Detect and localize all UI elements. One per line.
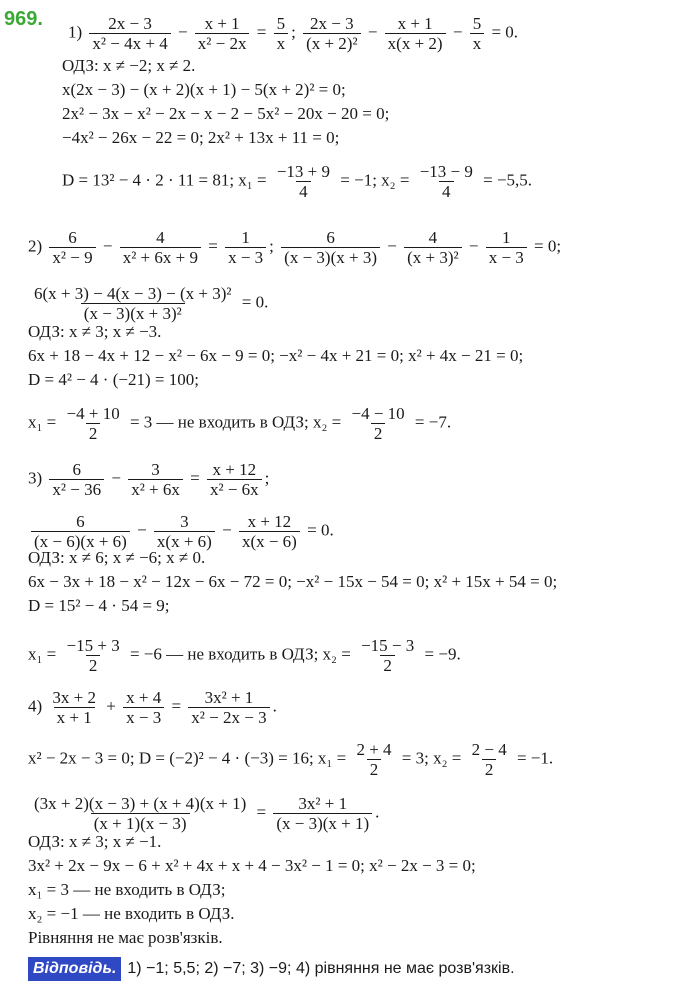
fraction: $\frac{3}{x(x + 6)}$ — [154, 512, 215, 551]
p3-roots: x₁ = $\frac{-15 + 3}{2}$ = −6 — не входить в ОДЗ; x₂ = $\frac{-15 - 3}{2}$ = −9. — [28, 636, 461, 675]
p2-step: 6x + 18 − 4x + 12 − x² − 6x − 9 = 0; −x² − 4x + 21 = 0; x² + 4x − 21 = 0; — [28, 346, 524, 365]
p3-equation: 3) $\frac{6}{\text{x² − 36}}$ − $\frac{3}{\text{x² + 6x}}$ = $\frac{x + 12}{\text{x² − 6x}}$ ; — [28, 460, 270, 499]
p4-step: 3x² + 2x − 9x − 6 + x² + 4x + x + 4 − 3x² − 1 = 0; x² − 2x − 3 = 0; — [28, 856, 476, 875]
fraction: $\frac{3}{\text{x² + 6x}}$ — [128, 460, 183, 499]
p4-denominator-roots: x² − 2x − 3 = 0; D = (−2)² − 4 · (−3) = 16; x₁ = $\frac{2 + 4}{2}$ = 3; x₂ = $\frac{2 - 4}{2}$ = −1. — [28, 740, 554, 779]
fraction: $\frac{6}{(x - 3)(x + 3)}$ — [281, 228, 380, 267]
fraction: $\frac{x + 1}{\text{x² − 2x}}$ — [195, 14, 250, 53]
fraction: $\frac{-4 + 10}{2}$ — [66, 404, 120, 443]
answer-line — [28, 956, 515, 980]
answer-label: Відповідь. — [28, 957, 121, 981]
p4-step: x₁ = 3 — не входить в ОДЗ; — [28, 880, 226, 899]
p3-step: D = 15² − 4 · 54 = 9; — [28, 596, 170, 615]
fraction: $\frac{4}{\text{x² + 6x + 9}}$ — [120, 228, 201, 267]
fraction: $\frac{2x - 3}{\text{(x + 2)²}}$ — [303, 14, 361, 53]
fraction: $\frac{-15 + 3}{2}$ — [66, 636, 120, 675]
p2-equation: 2) $\frac{6}{\text{x² − 9}}$ − $\frac{4}{\text{x² + 6x + 9}}$ = $\frac{1}{x - 3}$ ; $\frac{6}{(x - 3)(x + 3)}$ − $\frac{4}{\text{(x + 3)²}}$ − $\frac{1}{x - 3}$ = 0; — [28, 228, 562, 267]
fraction: $\frac{5}{x}$ — [274, 14, 289, 53]
p2-combined: $\frac{\text{6(x + 3) − 4(x − 3) − (x + 3)²}}{\text{(x − 3)(x + 3)²}}$ = 0. — [28, 284, 268, 304]
fraction: $\frac{3x + 2}{x + 1}$ — [52, 688, 97, 727]
p4-step: x₂ = −1 — не входить в ОДЗ. — [28, 904, 235, 923]
p1-step: −4x² − 26x − 22 = 0; 2x² + 13x + 11 = 0; — [62, 128, 340, 147]
fraction: $\frac{x + 4}{x - 3}$ — [123, 688, 164, 727]
answer-text: 1) −1; 5,5; 2) −7; 3) −9; 4) рівняння не має розв'язків. — [127, 960, 515, 977]
p4-odz: ОДЗ: x ≠ 3; x ≠ −1. — [28, 832, 162, 851]
fraction: $\frac{-4 - 10}{2}$ — [351, 404, 405, 443]
fraction: $\frac{1}{x - 3}$ — [486, 228, 527, 267]
fraction: $\frac{1}{x - 3}$ — [225, 228, 266, 267]
p3-step: 6x − 3x + 18 − x² − 12x − 6x − 72 = 0; −x² − 15x − 54 = 0; x² + 15x + 54 = 0; — [28, 572, 558, 591]
fraction: $\frac{2 + 4}{2}$ — [356, 740, 392, 779]
p4-combined: $\frac{(3x + 2)(x - 3) + (x + 4)(x + 1)}{(x + 1)(x - 3)}$ = $\frac{\text{3x² + 1}}{(x - 3)(x + 1)}$ . — [28, 794, 379, 814]
p1-step: x(2x − 3) − (x + 2)(x + 1) − 5(x + 2)² = 0; — [62, 80, 346, 99]
fraction: $\frac{\text{3x² + 1}}{(x - 3)(x + 1)}$ — [273, 794, 372, 833]
fraction: $\frac{-13 - 9}{4}$ — [419, 162, 473, 201]
p1-step: 2x² − 3x − x² − 2x − x − 2 − 5x² − 20x − 20 = 0; — [62, 104, 390, 123]
fraction: $\frac{(3x + 2)(x - 3) + (x + 4)(x + 1)}{(x + 1)(x - 3)}$ — [34, 794, 247, 833]
problem-number: 969. — [4, 8, 43, 30]
fraction: $\frac{5}{x}$ — [470, 14, 485, 53]
p2-roots: x₁ = $\frac{-4 + 10}{2}$ = 3 — не входить в ОДЗ; x₂ = $\frac{-4 - 10}{2}$ = −7. — [28, 404, 452, 443]
p3-equation-factored: $\frac{6}{(x - 6)(x + 6)}$ − $\frac{3}{x(x + 6)}$ − $\frac{x + 12}{x(x - 6)}$ = 0. — [28, 512, 334, 532]
fraction: $\frac{2 - 4}{2}$ — [471, 740, 507, 779]
fraction: $\frac{6}{\text{x² − 36}}$ — [49, 460, 104, 499]
fraction: $\frac{\text{3x² + 1}}{\text{x² − 2x − 3}}$ — [188, 688, 269, 727]
p2-odz: ОДЗ: x ≠ 3; x ≠ −3. — [28, 322, 162, 341]
fraction: $\frac{6}{(x - 6)(x + 6)}$ — [31, 512, 130, 551]
p1-roots: D = 13² − 4 · 2 · 11 = 81; x₁ = $\frac{-13 + 9}{4}$ = −1; x₂ = $\frac{-13 - 9}{4}$ = −5,5. — [62, 162, 533, 201]
fraction: $\frac{-13 + 9}{4}$ — [276, 162, 331, 201]
p3-odz: ОДЗ: x ≠ 6; x ≠ −6; x ≠ 0. — [28, 548, 206, 567]
p1-equation: 1) $\frac{2x - 3}{\text{x² − 4x + 4}}$ − $\frac{x + 1}{\text{x² − 2x}}$ = $\frac{5}{x}$ ; $\frac{2x - 3}{\text{(x + 2)²}}$ − $\frac{x + 1}{x(x + 2)}$ − $\frac{5}{x}$ = 0. — [68, 14, 519, 53]
p2-step: D = 4² − 4 · (−21) = 100; — [28, 370, 199, 389]
p4-conclusion: Рівняння не має розв'язків. — [28, 928, 223, 947]
fraction: $\frac{6}{\text{x² − 9}}$ — [49, 228, 95, 267]
fraction: $\frac{x + 1}{x(x + 2)}$ — [385, 14, 446, 53]
fraction: $\frac{4}{\text{(x + 3)²}}$ — [404, 228, 462, 267]
p1-odz: ОДЗ: x ≠ −2; x ≠ 2. — [62, 56, 196, 75]
p4-equation: 4) $\frac{3x + 2}{x + 1}$ + $\frac{x + 4}{x - 3}$ = $\frac{\text{3x² + 1}}{\text{x² − 2x − 3}}$ . — [28, 688, 277, 727]
fraction: $\frac{2x - 3}{\text{x² − 4x + 4}}$ — [89, 14, 170, 53]
fraction: $\frac{-15 - 3}{2}$ — [361, 636, 415, 675]
fraction: $\frac{x + 12}{\text{x² − 6x}}$ — [207, 460, 262, 499]
fraction: $\frac{x + 12}{x(x - 6)}$ — [239, 512, 300, 551]
fraction: $\frac{\text{6(x + 3) − 4(x − 3) − (x + 3)²}}{\text{(x − 3)(x + 3)²}}$ — [34, 284, 232, 323]
